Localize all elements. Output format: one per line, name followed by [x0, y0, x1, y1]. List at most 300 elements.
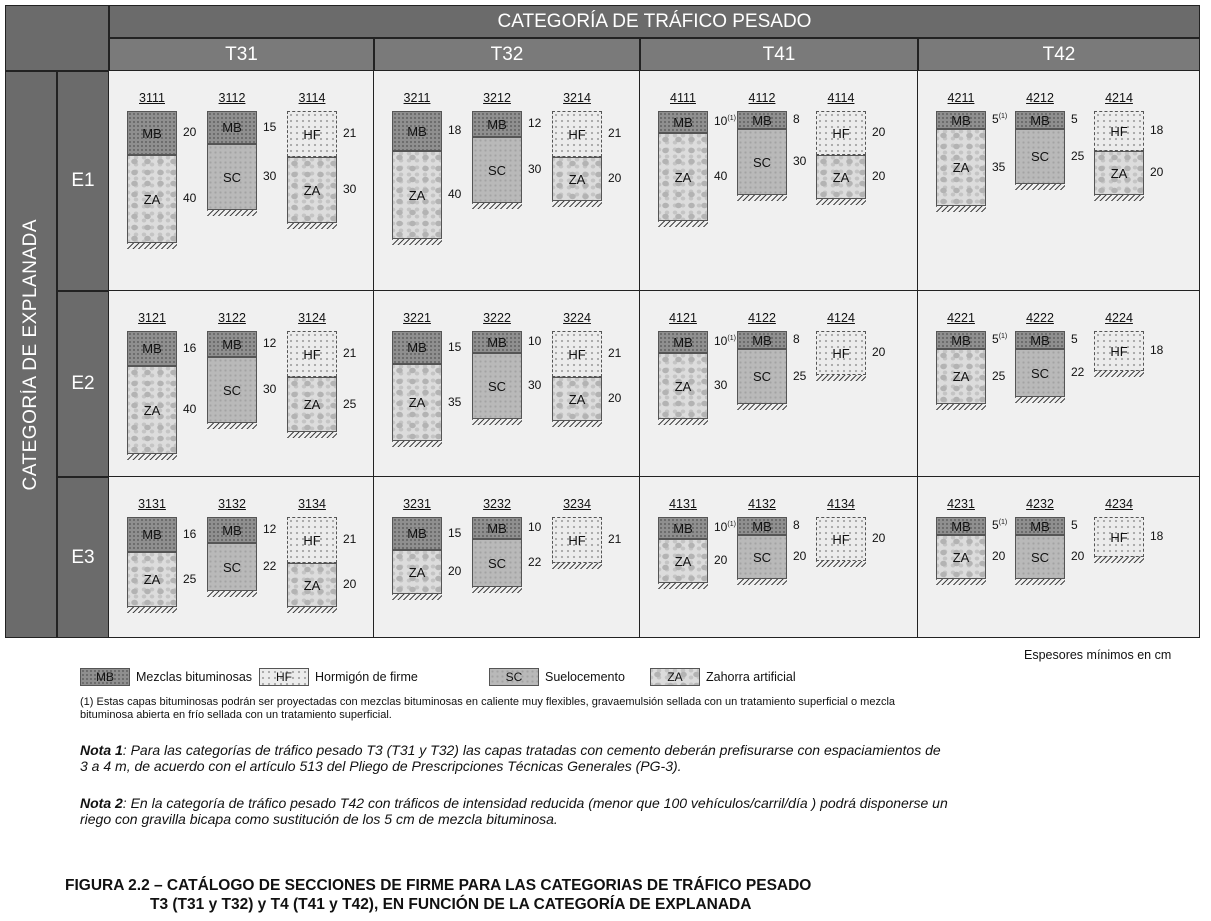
layer-thickness: 30 [263, 382, 277, 396]
layer-thickness: 8 [793, 518, 800, 532]
layer-label: HF [568, 346, 586, 362]
layer-thickness: 20 [183, 125, 197, 139]
layer-label: SC [752, 154, 772, 170]
section-code: 3231 [403, 497, 431, 511]
layer-thickness: 25 [793, 368, 807, 383]
layer-za [816, 155, 866, 199]
layer-label: SC [222, 382, 242, 398]
layer-sc [472, 539, 522, 587]
subgrade-hatch [936, 206, 986, 212]
layer-thickness: 21 [343, 532, 357, 546]
layer-label: SC [487, 378, 507, 394]
layer-thickness: 40 [183, 402, 197, 416]
layer-thickness: 8 [793, 112, 800, 126]
section-code: 4224 [1105, 311, 1133, 325]
layer-thickness: 22 [1071, 365, 1085, 379]
layer-za [658, 353, 708, 419]
layer-thickness: 20 [793, 549, 807, 563]
layer-sc [1015, 535, 1065, 579]
layer-thickness: 18 [1150, 343, 1164, 357]
layer-mb [936, 331, 986, 349]
layer-thickness: 20 [872, 169, 886, 183]
legend-item-mb [80, 668, 252, 686]
layer-za [127, 552, 177, 607]
subgrade-hatch [552, 563, 602, 569]
layer-thickness: 12 [263, 336, 277, 350]
layer-mb [1015, 517, 1065, 535]
layer-thickness: 20 [872, 125, 886, 139]
layer-mb [658, 331, 708, 353]
section-code: 3121 [138, 311, 166, 325]
layer-za [552, 377, 602, 421]
layer-label: HF [832, 345, 850, 361]
section-code: 4114 [827, 91, 855, 105]
layer-label: SC [222, 559, 242, 575]
layer-label: MB [407, 340, 427, 355]
section-code: 3112 [218, 91, 246, 105]
subgrade-hatch [936, 404, 986, 410]
subgrade-hatch [392, 594, 442, 600]
section-code: 4111 [670, 91, 696, 105]
layer-thickness: 21 [608, 126, 622, 140]
subgrade-hatch [287, 432, 337, 438]
col-header-t41: T41 [640, 38, 918, 71]
layer-label: MB [673, 520, 693, 536]
layer-label: MB [752, 112, 772, 128]
subgrade-hatch [1094, 557, 1144, 563]
layer-hf [816, 331, 866, 375]
layer-hf [552, 111, 602, 157]
section-code: 3131 [138, 497, 166, 511]
subgrade-hatch [207, 591, 257, 597]
layer-sc [1015, 129, 1065, 184]
layer-thickness: 10 [528, 520, 542, 534]
subgrade-hatch [287, 223, 337, 229]
layer-label: MB [222, 120, 242, 135]
layer-mb [392, 331, 442, 364]
layer-thickness: 25 [183, 571, 197, 586]
layer-label: ZA [952, 369, 970, 384]
row-header-e1: E1 [57, 71, 109, 291]
layer-thickness: 35 [448, 394, 462, 409]
layer-za [287, 157, 337, 223]
layer-hf [552, 331, 602, 377]
layer-label: SC [752, 549, 772, 565]
layer-za [127, 155, 177, 243]
subgrade-hatch [127, 454, 177, 460]
layer-label: ZA [952, 160, 970, 175]
layer-thickness: 12 [528, 116, 542, 130]
row-header-e2: E2 [57, 291, 109, 477]
subgrade-hatch [816, 199, 866, 205]
layer-label: HF [1110, 529, 1128, 545]
layer-mb [207, 331, 257, 357]
layer-label: MB [1030, 112, 1050, 128]
layer-label: MB [487, 520, 507, 536]
layer-thickness: 18 [1150, 123, 1164, 137]
legend-swatch-sc: SC [489, 668, 539, 686]
section-code: 3234 [563, 497, 591, 511]
layer-label: HF [303, 532, 321, 548]
layer-thickness: 20 [608, 391, 622, 405]
layer-label: SC [222, 169, 242, 185]
subgrade-category-header [5, 71, 57, 638]
layer-sc [207, 144, 257, 210]
layer-label: MB [752, 332, 772, 348]
layer-thickness: 5$^{(1)}$ [992, 332, 1008, 346]
layer-thickness: 5$^{(1)}$ [992, 518, 1008, 532]
layer-label: ZA [143, 572, 161, 587]
layer-mb [737, 331, 787, 349]
layer-label: MB [752, 518, 772, 534]
layer-thickness: 20 [992, 549, 1006, 563]
layer-thickness: 21 [608, 532, 622, 546]
layer-label: ZA [408, 395, 426, 410]
layer-thickness: 30 [528, 162, 542, 176]
layer-label: HF [832, 531, 850, 547]
row-header-e3: E3 [57, 477, 109, 638]
nota-1-label: Nota 1 [80, 742, 123, 758]
layer-label: MB [407, 123, 427, 139]
section-code: 3222 [483, 311, 511, 325]
layer-za [287, 563, 337, 607]
layer-mb [737, 517, 787, 535]
layer-thickness: 15 [263, 119, 277, 134]
layer-thickness: 18 [1150, 529, 1164, 543]
layer-mb [127, 111, 177, 155]
layer-mb [472, 331, 522, 353]
subgrade-hatch [552, 421, 602, 427]
layer-za [287, 377, 337, 432]
subgrade-hatch [127, 607, 177, 613]
subgrade-hatch [1094, 195, 1144, 201]
section-code: 4134 [827, 497, 855, 511]
layer-mb [936, 111, 986, 129]
layer-label: ZA [832, 169, 850, 185]
section-code: 4132 [748, 497, 776, 511]
layer-mb [658, 517, 708, 539]
section-code: 4211 [947, 91, 975, 105]
layer-mb [936, 517, 986, 535]
layer-thickness: 22 [263, 559, 277, 573]
layer-label: HF [1110, 123, 1128, 139]
layer-thickness: 15 [448, 339, 462, 354]
layer-za [392, 550, 442, 594]
legend-label-hf: Hormigón de firme [315, 670, 418, 684]
layer-mb [127, 517, 177, 552]
layer-thickness: 30 [528, 378, 542, 392]
layer-label: ZA [568, 391, 586, 407]
nota-1: Nota 1: Para las categorías de tráfico pesado T3 (T31 y T32) las capas tratadas con cemento deberán prefisurarse con espaciamientos de 3 a 4 m, de acuerdo con el artículo 513 del Pliego de Prescripciones Técnicas Generales (PG-3). [80, 742, 941, 774]
section-code: 4222 [1026, 311, 1054, 325]
section-code: 4212 [1026, 91, 1054, 105]
layer-label: MB [1030, 518, 1050, 534]
section-code: 3212 [483, 91, 511, 105]
layer-thickness: 12 [263, 522, 277, 536]
section-code: 3224 [563, 311, 591, 325]
section-code: 3214 [563, 91, 591, 105]
layer-thickness: 20 [1150, 165, 1164, 179]
layer-thickness: 30 [343, 182, 357, 196]
layer-label: ZA [674, 169, 692, 185]
subgrade-hatch [472, 419, 522, 425]
subgrade-category-title: CATEGORÍA DE EXPLANADA [20, 218, 41, 491]
layer-label: SC [1030, 549, 1050, 565]
layer-label: SC [752, 369, 772, 384]
layer-hf [287, 111, 337, 157]
layer-label: MB [1030, 332, 1050, 348]
legend-swatch-hf: HF [259, 668, 309, 686]
layer-hf [1094, 331, 1144, 371]
subgrade-hatch [472, 203, 522, 209]
traffic-category-title: CATEGORÍA DE TRÁFICO PESADO [497, 10, 812, 32]
legend-label-za: Zahorra artificial [706, 670, 796, 684]
layer-sc [207, 357, 257, 423]
layer-za [658, 539, 708, 583]
nota-2: Nota 2: En la categoría de tráfico pesado T42 con tráficos de intensidad reducida (menor que 100 vehículos/carril/día ) podrá disponerse un riego con gravilla bicapa como sustitución de los 5 cm de mezcla bituminosa. [80, 795, 948, 827]
section-code: 3211 [403, 91, 431, 105]
section-code: 3111 [139, 91, 165, 105]
subgrade-hatch [392, 441, 442, 447]
layer-thickness: 40 [448, 187, 462, 201]
section-code: 3122 [218, 311, 246, 325]
layer-hf [816, 111, 866, 155]
subgrade-hatch [1015, 397, 1065, 403]
layer-label: MB [487, 334, 507, 350]
layer-mb [207, 111, 257, 144]
layer-label: ZA [952, 549, 970, 565]
layer-sc [472, 353, 522, 419]
traffic-category-header [109, 5, 1200, 38]
subgrade-hatch [737, 579, 787, 585]
layer-mb [392, 111, 442, 151]
subgrade-hatch [392, 239, 442, 245]
section-code: 4112 [748, 91, 776, 105]
layer-sc [737, 129, 787, 195]
layer-za [936, 129, 986, 206]
layer-thickness: 22 [528, 555, 542, 569]
layer-thickness: 15 [448, 525, 462, 540]
layer-label: SC [487, 555, 507, 571]
layer-hf [1094, 517, 1144, 557]
subgrade-hatch [1094, 371, 1144, 377]
layer-mb [658, 111, 708, 133]
section-code: 4122 [748, 311, 776, 325]
section-code: 3232 [483, 497, 511, 511]
layer-thickness: 10$^{(1)}$ [714, 520, 736, 534]
legend-swatch-za: ZA [650, 668, 700, 686]
layer-hf [1094, 111, 1144, 151]
layer-label: HF [1110, 343, 1128, 359]
legend-label-sc: Suelocemento [545, 670, 625, 684]
layer-label: MB [407, 526, 427, 541]
section-code: 4121 [669, 311, 697, 325]
section-code: 3221 [403, 311, 431, 325]
layer-label: SC [1030, 149, 1050, 164]
layer-label: ZA [1110, 165, 1128, 181]
layer-hf [816, 517, 866, 561]
layer-za [658, 133, 708, 221]
subgrade-hatch [472, 587, 522, 593]
figure-title: FIGURA 2.2 – CATÁLOGO DE SECCIONES DE FIRME PARA LAS CATEGORIAS DE TRÁFICO PESADO T3 (T31 y T32) y T4 (T41 y T42), EN FUNCIÓN DE LA CATEGORÍA DE EXPLANADA [65, 877, 812, 913]
layer-mb [207, 517, 257, 543]
subgrade-hatch [737, 404, 787, 410]
layer-mb [392, 517, 442, 550]
layer-thickness: 8 [793, 332, 800, 346]
legend-swatch-mb: MB [80, 668, 130, 686]
layer-sc [207, 543, 257, 591]
subgrade-hatch [936, 579, 986, 585]
layer-thickness: 16 [183, 526, 197, 541]
section-code: 4234 [1105, 497, 1133, 511]
layer-hf [287, 517, 337, 563]
legend-item-za [650, 668, 796, 686]
subgrade-hatch [816, 375, 866, 381]
layer-hf [552, 517, 602, 563]
legend-label-mb: Mezclas bituminosas [136, 670, 253, 684]
layer-label: HF [303, 346, 321, 362]
layer-label: ZA [674, 378, 692, 394]
layer-thickness: 25 [992, 368, 1006, 383]
layer-label: MB [673, 114, 693, 130]
section-code: 4131 [669, 497, 697, 511]
layer-label: MB [951, 112, 971, 128]
col-header-t42: T42 [918, 38, 1200, 71]
layer-label: MB [142, 341, 162, 356]
layer-thickness: 5$^{(1)}$ [992, 112, 1008, 126]
units-note: Espesores mínimos en cm [1024, 648, 1172, 662]
subgrade-hatch [1015, 579, 1065, 585]
layer-thickness: 30 [793, 154, 807, 168]
layer-label: HF [303, 126, 321, 142]
layer-label: ZA [303, 182, 321, 198]
layer-thickness: 35 [992, 159, 1006, 174]
subgrade-hatch [1015, 184, 1065, 190]
section-code: 4214 [1105, 91, 1133, 105]
layer-label: MB [142, 125, 162, 141]
layer-label: MB [222, 336, 242, 352]
layer-label: ZA [143, 191, 161, 207]
layer-label: ZA [303, 577, 321, 593]
layer-thickness: 20 [714, 553, 728, 567]
layer-za [392, 151, 442, 239]
layer-label: MB [222, 522, 242, 538]
layer-thickness: 16 [183, 340, 197, 355]
layer-thickness: 20 [343, 577, 357, 591]
layer-za [127, 366, 177, 454]
layer-thickness: 25 [1071, 148, 1085, 163]
layer-label: ZA [143, 402, 161, 418]
layer-thickness: 40 [183, 191, 197, 205]
subgrade-hatch [127, 243, 177, 249]
legend-item-sc [489, 668, 625, 686]
layer-thickness: 10$^{(1)}$ [714, 334, 736, 348]
layer-za [552, 157, 602, 201]
layer-thickness: 20 [872, 345, 886, 359]
subgrade-hatch [658, 419, 708, 425]
layer-label: MB [142, 527, 162, 542]
section-code: 4221 [947, 311, 975, 325]
subgrade-hatch [658, 221, 708, 227]
section-code: 4124 [827, 311, 855, 325]
layer-thickness: 10 [528, 334, 542, 348]
layer-za [936, 535, 986, 579]
layer-thickness: 20 [872, 531, 886, 545]
section-code: 3132 [218, 497, 246, 511]
subgrade-hatch [207, 210, 257, 216]
layer-za [392, 364, 442, 441]
layer-thickness: 20 [1071, 549, 1085, 563]
layer-thickness: 40 [714, 169, 728, 183]
col-header-t31: T31 [109, 38, 374, 71]
top-left-corner [5, 5, 109, 71]
layer-thickness: 21 [608, 346, 622, 360]
layer-label: ZA [408, 187, 426, 203]
layer-thickness: 20 [448, 564, 462, 578]
layer-mb [472, 517, 522, 539]
subgrade-hatch [552, 201, 602, 207]
layer-thickness: 21 [343, 126, 357, 140]
layer-mb [472, 111, 522, 137]
layer-label: MB [951, 332, 971, 348]
section-code: 3114 [298, 91, 326, 105]
layer-label: ZA [408, 564, 426, 580]
layer-label: ZA [674, 553, 692, 569]
layer-thickness: 5 [1071, 518, 1078, 532]
layer-label: ZA [568, 171, 586, 187]
layer-label: MB [487, 116, 507, 132]
section-code: 3124 [298, 311, 326, 325]
nota-2-label: Nota 2 [80, 795, 123, 811]
layer-label: SC [1030, 365, 1050, 381]
layer-thickness: 21 [343, 346, 357, 360]
layer-sc [737, 349, 787, 404]
layer-label: HF [568, 532, 586, 548]
subgrade-hatch [737, 195, 787, 201]
section-code: 3134 [298, 497, 326, 511]
layer-thickness: 20 [608, 171, 622, 185]
subgrade-hatch [207, 423, 257, 429]
layer-thickness: 5 [1071, 112, 1078, 126]
footnote: (1) Estas capas bituminosas podrán ser proyectadas con mezclas bituminosas en caliente muy flexibles, gravaemulsión sellada con un tratamiento superficial o mezcla bituminosa abierta en frío sellada con un tratamiento superficial. [80, 696, 896, 721]
layer-za [1094, 151, 1144, 195]
layer-label: SC [487, 162, 507, 178]
layer-mb [127, 331, 177, 366]
col-header-t32: T32 [374, 38, 640, 71]
layer-thickness: 30 [263, 169, 277, 183]
layer-label: ZA [303, 397, 321, 412]
layer-thickness: 18 [448, 123, 462, 137]
subgrade-hatch [287, 607, 337, 613]
layer-label: MB [951, 518, 971, 534]
layer-thickness: 5 [1071, 332, 1078, 346]
legend-item-hf [259, 668, 418, 686]
subgrade-hatch [658, 583, 708, 589]
section-code: 4231 [947, 497, 975, 511]
layer-thickness: 10$^{(1)}$ [714, 114, 736, 128]
layer-hf [287, 331, 337, 377]
layer-label: MB [673, 334, 693, 350]
layer-mb [1015, 111, 1065, 129]
layer-mb [1015, 331, 1065, 349]
layer-label: HF [568, 126, 586, 142]
layer-za [936, 349, 986, 404]
layer-sc [737, 535, 787, 579]
section-code: 4232 [1026, 497, 1054, 511]
layer-thickness: 30 [714, 378, 728, 392]
layer-sc [472, 137, 522, 203]
layer-sc [1015, 349, 1065, 397]
